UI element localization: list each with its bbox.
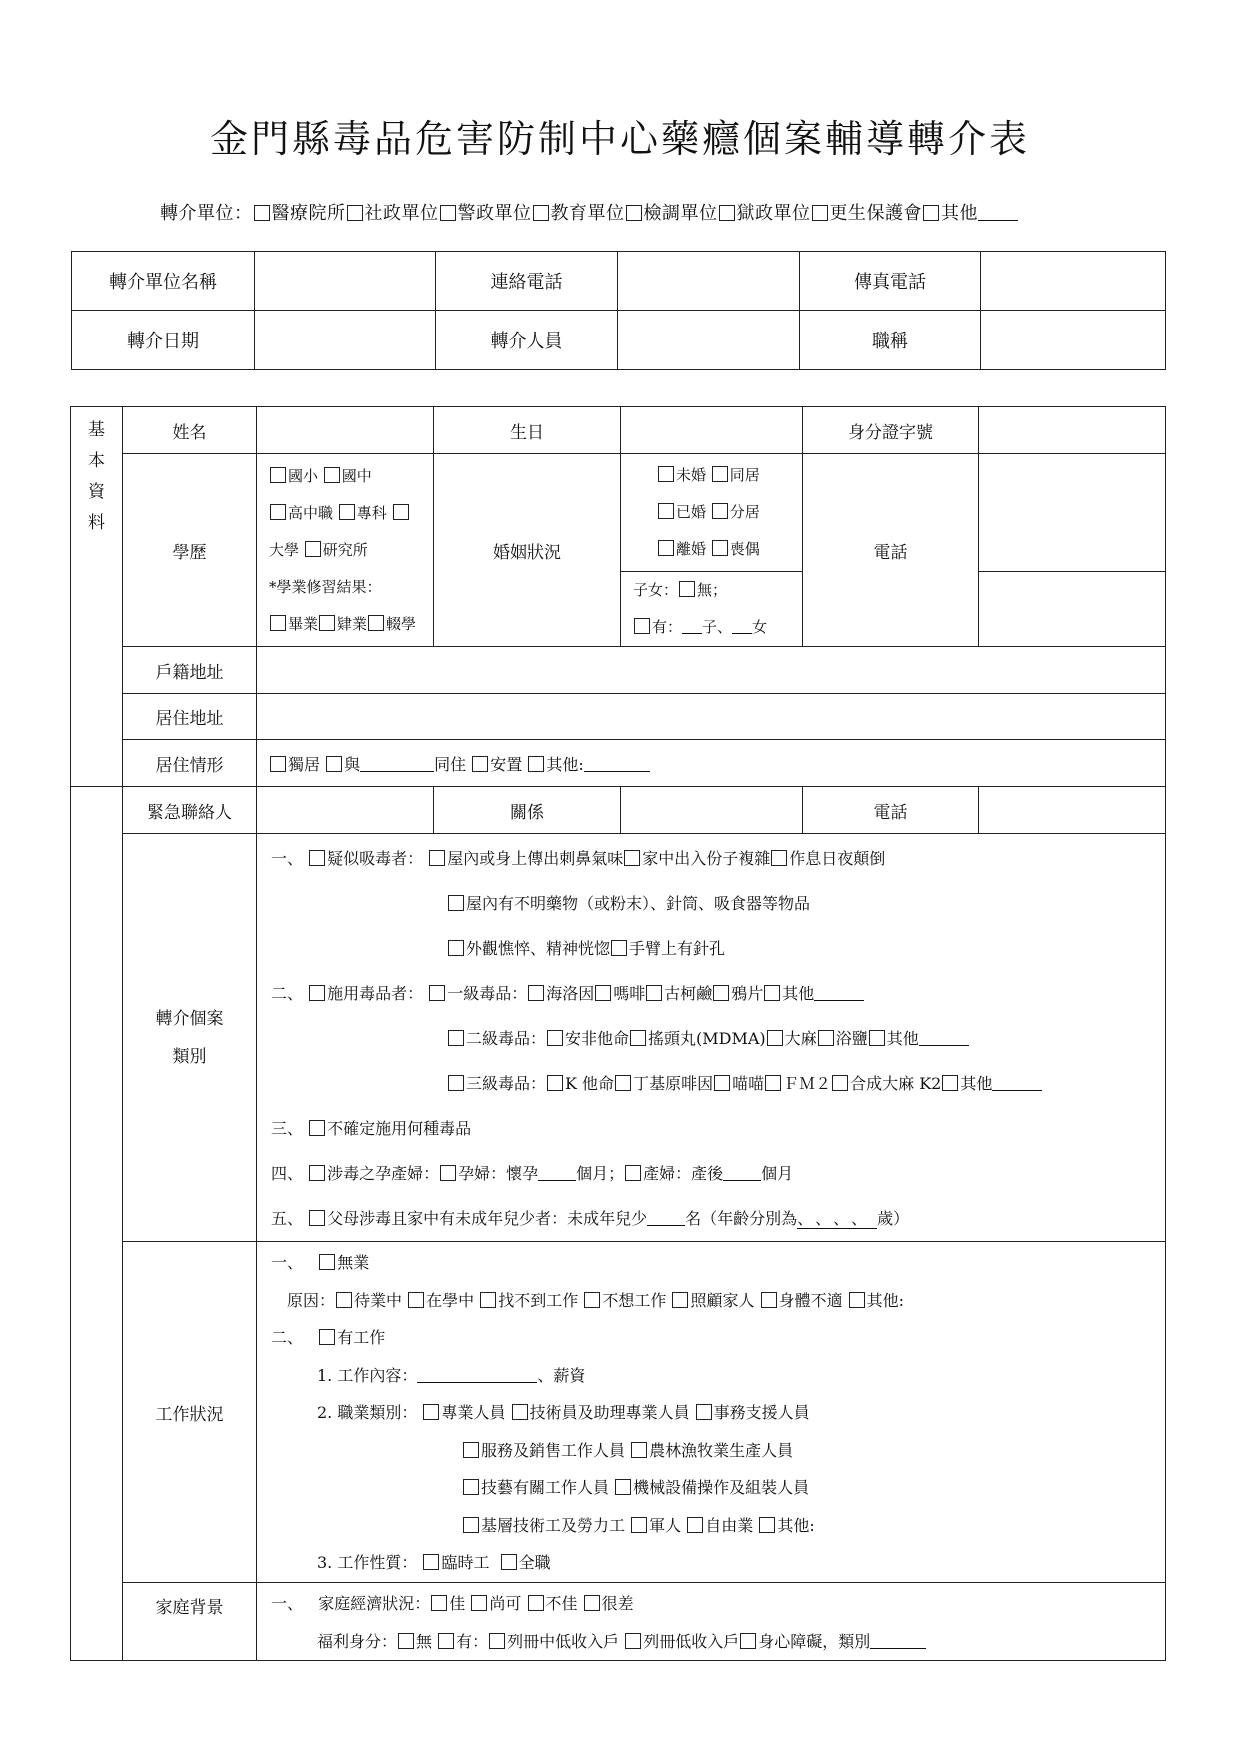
checkbox[interactable] xyxy=(463,1442,479,1458)
option-label: 更生保護會 xyxy=(829,203,922,224)
case-table xyxy=(70,406,1166,1661)
checkbox[interactable] xyxy=(501,1554,517,1570)
education-label: 學歷 xyxy=(123,454,257,647)
checkbox[interactable] xyxy=(423,1404,439,1420)
registered-address-label: 戶籍地址 xyxy=(123,647,257,694)
fill-blank[interactable] xyxy=(870,1634,926,1649)
referral-date-field[interactable] xyxy=(255,311,436,370)
checkbox[interactable] xyxy=(408,1292,424,1308)
name-label: 姓名 xyxy=(123,407,257,454)
checkbox[interactable] xyxy=(547,1075,563,1091)
checkbox[interactable] xyxy=(712,503,728,519)
left-strip xyxy=(71,1583,123,1661)
checkbox[interactable] xyxy=(712,466,728,482)
education-options: 國小 國中 高中職 專科 大學 研究所 *學業修習結果： 畢業 肄業 輟學 xyxy=(257,454,434,647)
fax-field[interactable] xyxy=(981,252,1166,311)
option-label: 醫療院所 xyxy=(271,203,346,224)
checkbox[interactable] xyxy=(713,985,729,1001)
referral-date-label: 轉介日期 xyxy=(72,311,255,370)
checkbox[interactable] xyxy=(634,618,650,634)
checkbox[interactable] xyxy=(595,985,611,1001)
checkbox[interactable] xyxy=(672,1292,688,1308)
checkbox[interactable] xyxy=(630,1030,646,1046)
job-title-field[interactable] xyxy=(981,311,1166,370)
unit-name-label: 轉介單位名稱 xyxy=(72,252,255,311)
checkbox[interactable] xyxy=(463,1479,479,1495)
checkbox[interactable] xyxy=(463,1517,479,1533)
checkbox[interactable] xyxy=(438,1633,454,1649)
emergency-phone-field[interactable] xyxy=(979,787,1166,834)
checkbox[interactable] xyxy=(270,467,286,483)
checkbox[interactable] xyxy=(533,205,549,221)
checkbox[interactable] xyxy=(471,1595,487,1611)
fill-blank[interactable] xyxy=(723,1166,761,1181)
checkbox[interactable] xyxy=(759,1517,775,1533)
checkbox[interactable] xyxy=(771,850,787,866)
fill-blank[interactable] xyxy=(417,1368,537,1383)
checkbox[interactable] xyxy=(319,615,335,631)
fill-blank[interactable] xyxy=(992,1076,1042,1091)
checkbox[interactable] xyxy=(547,1030,563,1046)
checkbox[interactable] xyxy=(923,205,939,221)
checkbox[interactable] xyxy=(270,615,286,631)
checkbox[interactable] xyxy=(309,1210,325,1226)
checkbox[interactable] xyxy=(309,1120,325,1136)
category-label: 轉介個案 類別 xyxy=(123,834,257,1242)
checkbox[interactable] xyxy=(658,503,674,519)
emergency-phone-label: 電話 xyxy=(803,787,979,834)
checkbox[interactable] xyxy=(767,1030,783,1046)
emergency-contact-field[interactable] xyxy=(257,787,434,834)
checkbox[interactable] xyxy=(942,1075,958,1091)
checkbox[interactable] xyxy=(309,985,325,1001)
checkbox[interactable] xyxy=(528,1595,544,1611)
checkbox[interactable] xyxy=(440,1165,456,1181)
id-number-field[interactable] xyxy=(979,407,1166,454)
checkbox[interactable] xyxy=(429,850,445,866)
checkbox[interactable] xyxy=(339,504,355,520)
checkbox[interactable] xyxy=(626,205,642,221)
registered-address-field[interactable] xyxy=(257,647,1166,694)
fill-blank[interactable] xyxy=(647,1211,685,1226)
option-label: 社政單位 xyxy=(364,203,439,224)
checkbox[interactable] xyxy=(309,850,325,866)
checkbox[interactable] xyxy=(431,1595,447,1611)
option-label: 教育單位 xyxy=(550,203,625,224)
checkbox[interactable] xyxy=(528,756,544,772)
emergency-contact-label: 緊急聯絡人 xyxy=(123,787,257,834)
ages-blank[interactable]: 、、、、 xyxy=(797,1209,878,1228)
checkbox[interactable] xyxy=(319,1254,335,1270)
unit-name-field[interactable] xyxy=(255,252,436,311)
option-label: 其他 xyxy=(941,203,978,224)
referral-person-field[interactable] xyxy=(618,311,800,370)
checkbox[interactable] xyxy=(319,1329,335,1345)
contact-phone-field[interactable] xyxy=(618,252,800,311)
left-strip xyxy=(71,834,123,1242)
family-options: 一、 家庭經濟狀況： 佳 尚可 不佳 很差 福利身分： 無 有： 列冊中低收入戶 列冊低收入戶 身心障礙，類別 xyxy=(257,1583,1166,1661)
checkbox[interactable] xyxy=(309,1165,325,1181)
relation-label: 關係 xyxy=(434,787,621,834)
checkbox[interactable] xyxy=(347,205,363,221)
checkbox[interactable] xyxy=(658,466,674,482)
category-options: 一、 疑似吸毒者： 屋內或身上傳出刺鼻氣味 家中出入份子複雜 作息日夜顛倒 屋內有不明藥物（或粉末）、針筒、吸食器等物品 外觀憔悴、精神恍惚 手臂上有針孔 二、 施用毒品者： 一級毒品： 海洛因 嗎啡 古柯鹼 鴉片 其他 二級毒品： 安非他命 搖頭丸(MDMA) 大麻 浴鹽 其他 三級毒品： K 他命 丁基原啡因 喵喵 ＦＭ２ 合成大麻 K2 其他 三、 不確定施用何種毒品 四、 涉毒之孕產婦： 孕婦：懷孕 個月； 產婦：產後 個月 五、 父母涉毒且家中有未成年兒少者：未成年兒少 名（年齡分別為、、、、歲） xyxy=(257,834,1166,1242)
checkbox[interactable] xyxy=(812,205,828,221)
checkbox[interactable] xyxy=(270,756,286,772)
checkbox[interactable] xyxy=(489,1633,505,1649)
checkbox[interactable] xyxy=(658,540,674,556)
checkbox[interactable] xyxy=(270,504,286,520)
relation-field[interactable] xyxy=(621,787,803,834)
left-strip xyxy=(71,1242,123,1583)
checkbox[interactable] xyxy=(448,895,464,911)
checkbox[interactable] xyxy=(624,850,640,866)
checkbox[interactable] xyxy=(714,1075,730,1091)
option-label: 檢調單位 xyxy=(643,203,718,224)
fill-blank[interactable] xyxy=(360,757,434,772)
contact-phone-label: 連絡電話 xyxy=(436,252,618,311)
fill-blank[interactable] xyxy=(538,1166,576,1181)
basic-info-section-label: 基 本 資 料 xyxy=(71,407,123,787)
checkbox[interactable] xyxy=(764,985,780,1001)
checkbox[interactable] xyxy=(765,1075,781,1091)
checkbox[interactable] xyxy=(472,756,488,772)
checkbox[interactable] xyxy=(512,1404,528,1420)
checkbox[interactable] xyxy=(625,1165,641,1181)
checkbox[interactable] xyxy=(584,1595,600,1611)
work-options: 一、 無業 原因： 待業中 在學中 找不到工作 不想工作 照顧家人 身體不適 其他: 二、 有工作 1. 工作內容： 、薪資 2. 職業類別： 專業人員 技術員及助理專業人員 事務支援人員 服務及銷售工作人員 農林漁牧業生產人員 技藝有關工作人員 機械設備操作及組裝人員 基層技術工及勞力工 軍人 自由業 其他: 3. 工作性質： 臨時工 全職 xyxy=(257,1242,1166,1583)
referral-person-label: 轉介人員 xyxy=(436,311,618,370)
checkbox[interactable] xyxy=(615,1479,631,1495)
checkbox[interactable] xyxy=(326,756,342,772)
checkbox[interactable] xyxy=(712,540,728,556)
referral-unit-table xyxy=(71,251,1166,370)
phone-field-2[interactable] xyxy=(979,572,1166,647)
checkbox[interactable] xyxy=(368,615,384,631)
birthday-field[interactable] xyxy=(621,407,803,454)
checkbox[interactable] xyxy=(832,1075,848,1091)
checkbox[interactable] xyxy=(631,1442,647,1458)
form-title: 金門縣毒品危害防制中心藥癮個案輔導轉介表 xyxy=(209,117,1030,161)
checkbox[interactable] xyxy=(615,1075,631,1091)
marital-options: 未婚 同居 已婚 分居 離婚 喪偶 xyxy=(621,454,803,572)
checkbox[interactable] xyxy=(448,940,464,956)
checkbox[interactable] xyxy=(869,1030,885,1046)
checkbox[interactable] xyxy=(625,1633,641,1649)
checkbox[interactable] xyxy=(254,205,270,221)
phone-label: 電話 xyxy=(803,454,979,647)
residential-address-label: 居住地址 xyxy=(123,694,257,740)
fill-blank[interactable] xyxy=(919,1031,969,1046)
checkbox[interactable] xyxy=(584,1292,600,1308)
checkbox[interactable] xyxy=(423,1554,439,1570)
checkbox[interactable] xyxy=(740,1633,756,1649)
residential-address-field[interactable] xyxy=(257,694,1166,740)
phone-field-1[interactable] xyxy=(979,454,1166,572)
checkbox[interactable] xyxy=(480,1292,496,1308)
checkbox[interactable] xyxy=(687,1517,703,1533)
checkbox[interactable] xyxy=(448,1075,464,1091)
checkbox[interactable] xyxy=(761,1292,777,1308)
option-label: 警政單位 xyxy=(457,203,532,224)
checkbox[interactable] xyxy=(305,541,321,557)
fax-label: 傳真電話 xyxy=(800,252,981,311)
family-label: 家庭背景 xyxy=(123,1583,257,1661)
fill-blank[interactable] xyxy=(814,986,864,1001)
birthday-label: 生日 xyxy=(434,407,621,454)
checkbox[interactable] xyxy=(336,1292,352,1308)
checkbox[interactable] xyxy=(324,467,340,483)
checkbox[interactable] xyxy=(528,985,544,1001)
checkbox[interactable] xyxy=(818,1030,834,1046)
children-options: 子女： 無； 有： 子、 女 xyxy=(621,572,803,647)
work-label: 工作狀況 xyxy=(123,1242,257,1583)
checkbox[interactable] xyxy=(719,205,735,221)
checkbox[interactable] xyxy=(631,1517,647,1533)
checkbox[interactable] xyxy=(611,940,627,956)
option-label: 獄政單位 xyxy=(736,203,811,224)
checkbox[interactable] xyxy=(679,581,695,597)
checkbox[interactable] xyxy=(393,504,409,520)
marital-label: 婚姻狀況 xyxy=(434,454,621,647)
left-strip xyxy=(71,787,123,834)
id-number-label: 身分證字號 xyxy=(803,407,979,454)
fill-blank[interactable] xyxy=(584,757,650,772)
fill-blank[interactable] xyxy=(978,206,1018,221)
name-field[interactable] xyxy=(257,407,434,454)
fill-blank[interactable] xyxy=(732,619,752,634)
checkbox[interactable] xyxy=(849,1292,865,1308)
job-title-label: 職稱 xyxy=(800,311,981,370)
checkbox[interactable] xyxy=(646,985,662,1001)
checkbox[interactable] xyxy=(429,985,445,1001)
checkbox[interactable] xyxy=(398,1633,414,1649)
living-options: 獨居 與 同住 安置 其他: xyxy=(257,740,1166,787)
checkbox[interactable] xyxy=(696,1404,712,1420)
checkbox[interactable] xyxy=(448,1030,464,1046)
checkbox[interactable] xyxy=(440,205,456,221)
living-label: 居住情形 xyxy=(123,740,257,787)
referral-unit-label: 轉介單位： xyxy=(160,203,253,224)
fill-blank[interactable] xyxy=(682,619,702,634)
referral-unit-types xyxy=(160,199,1018,225)
